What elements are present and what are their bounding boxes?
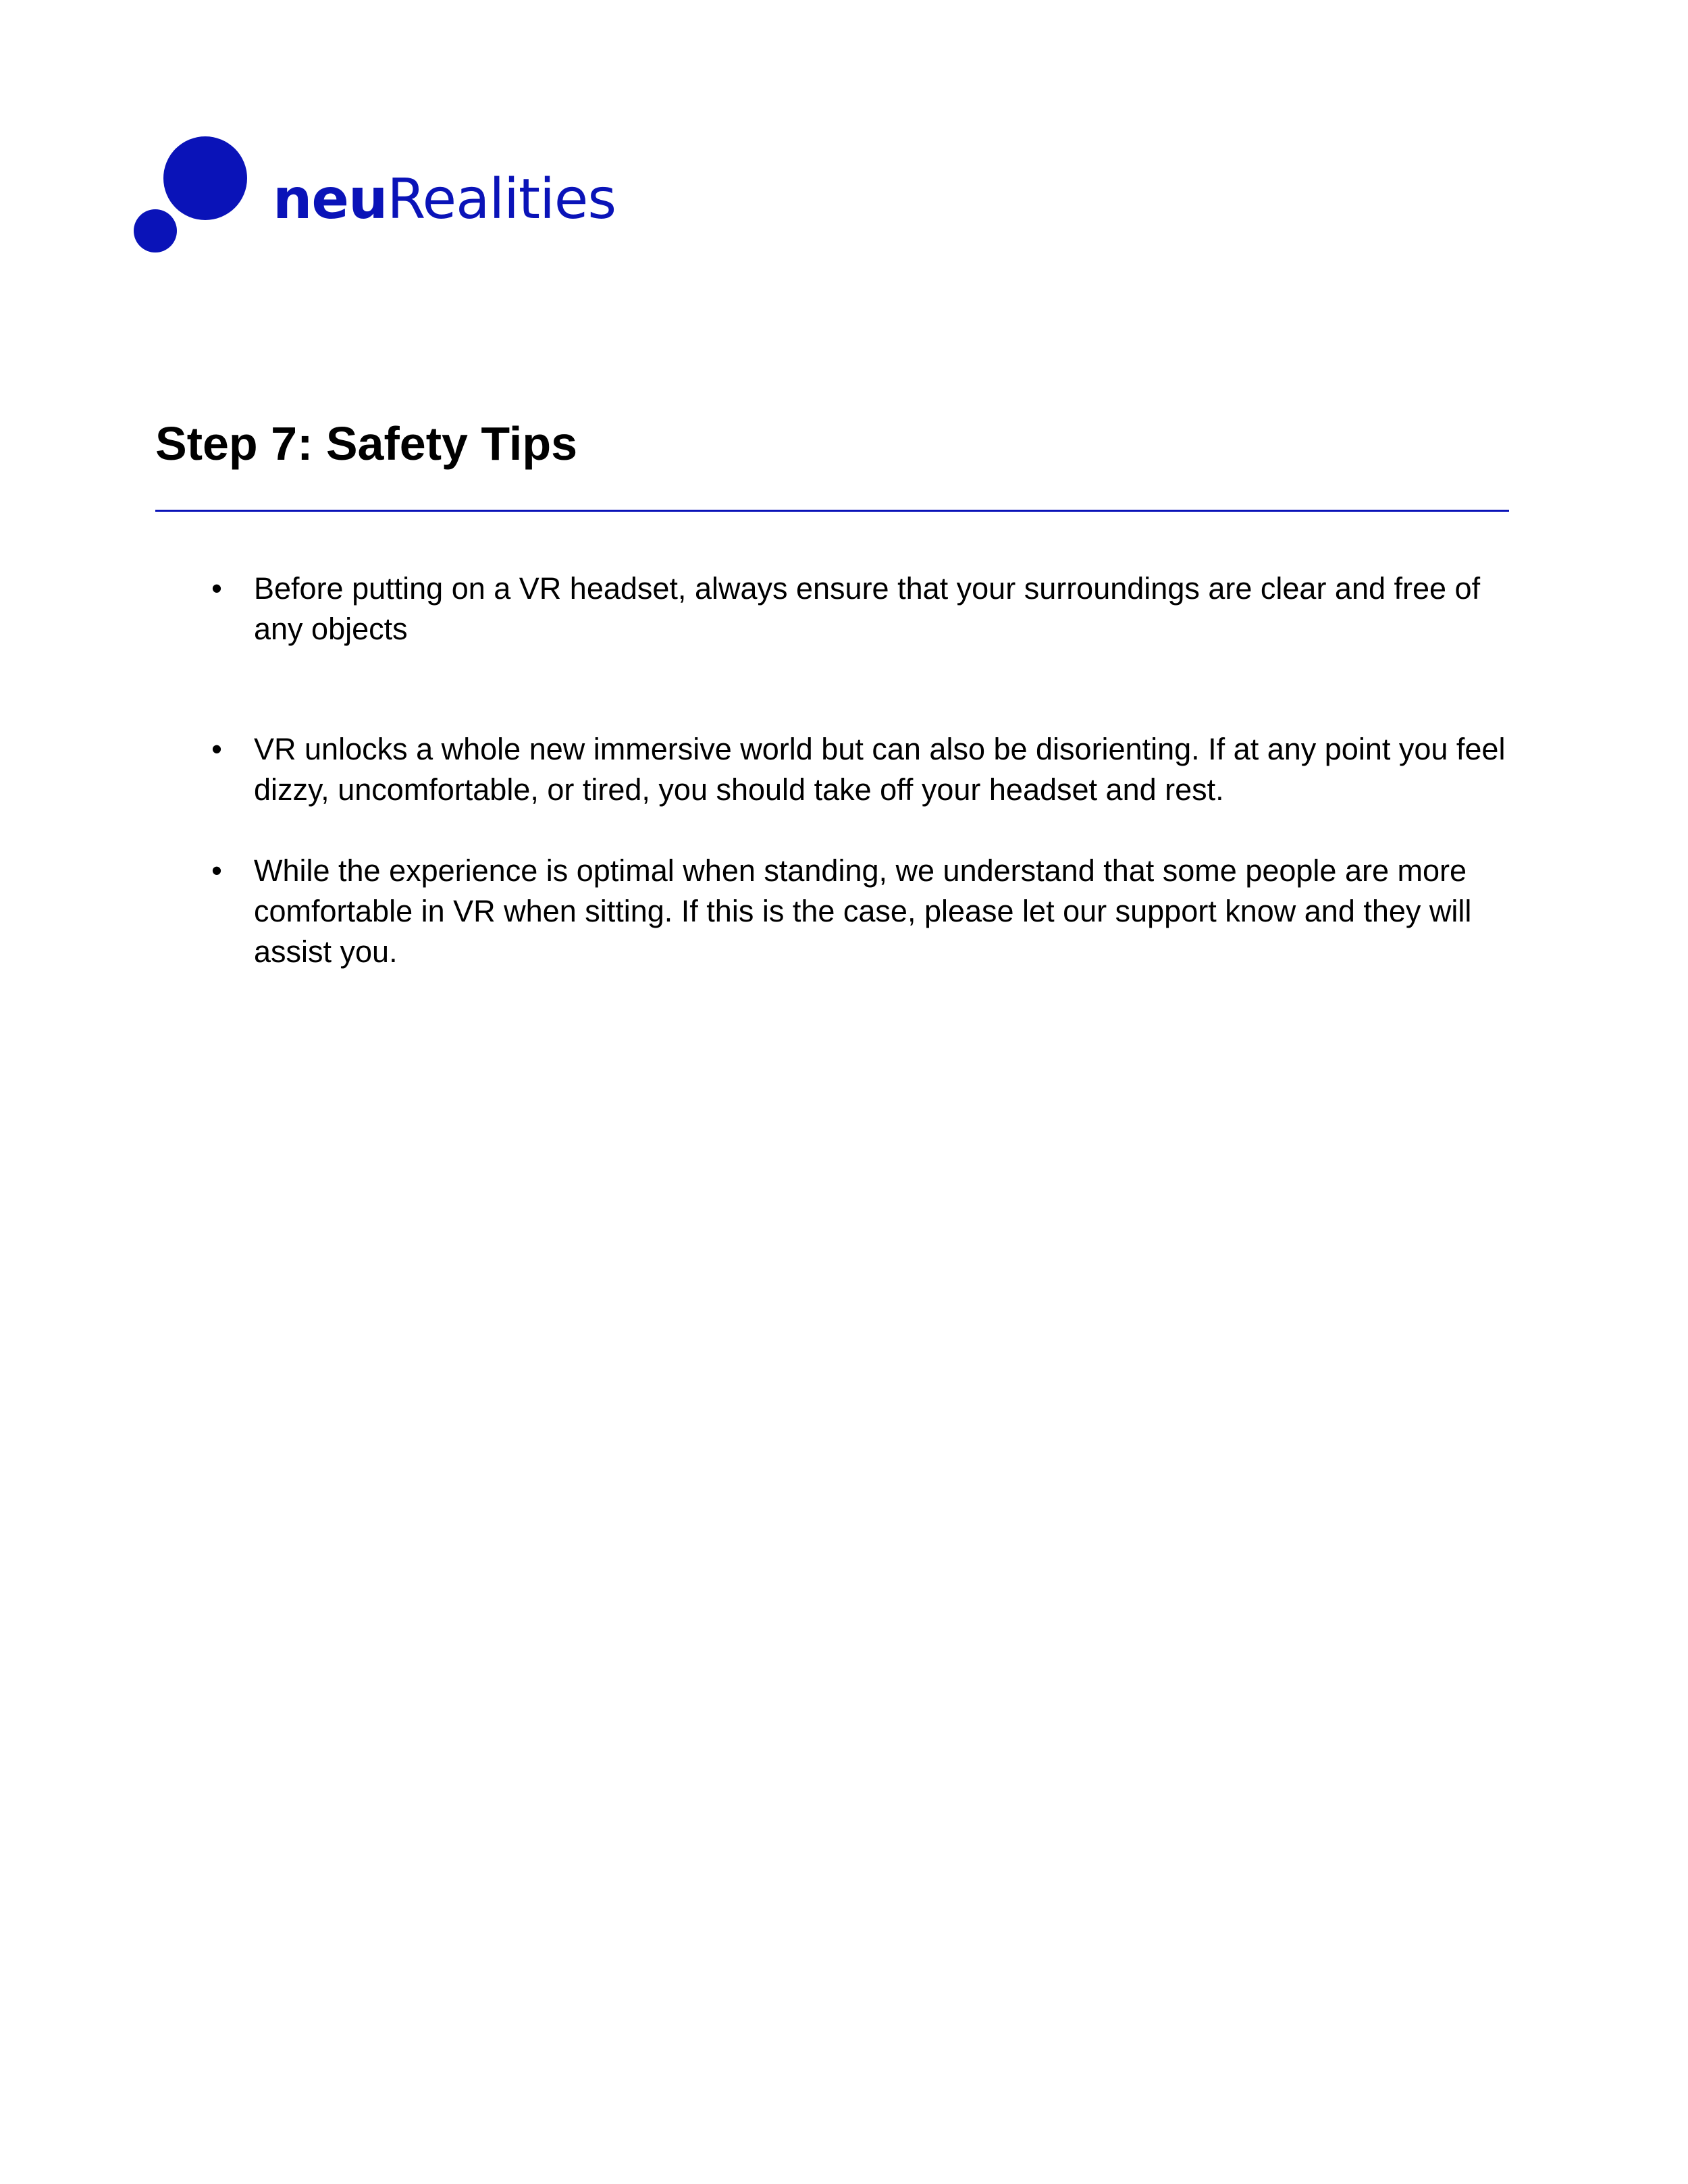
logo-small-circle [134,209,177,252]
neurealities-logo [134,134,620,255]
page-title: Step 7: Safety Tips [155,417,578,470]
list-item [155,729,1512,810]
tip-text: While the experience is optimal when standing, we understand that some people are more comfortable in VR when sitting. If this is the case, please let our support know and they will assist you. [254,853,1472,969]
tip-text: VR unlocks a whole new immersive world but can also be disorienting. If at any point you feel dizzy, uncomfortable, or tired, you should take off your headset and rest. [254,732,1506,807]
title-divider [155,510,1509,512]
list-item [155,568,1512,649]
bullet-icon: • [211,571,222,606]
tip-text: Before putting on a VR headset, always ensure that your surroundings are clear and free of any objects [254,571,1481,646]
logo-wordmark-light: Realities [387,167,616,232]
bullet-icon: • [211,853,222,888]
logo-wordmark-bold: neu [273,167,388,232]
safety-tips-list [155,568,1512,972]
logo-wordmark [273,166,616,234]
logo-large-circle [163,136,247,220]
list-item [155,851,1512,972]
bullet-icon: • [211,732,222,766]
